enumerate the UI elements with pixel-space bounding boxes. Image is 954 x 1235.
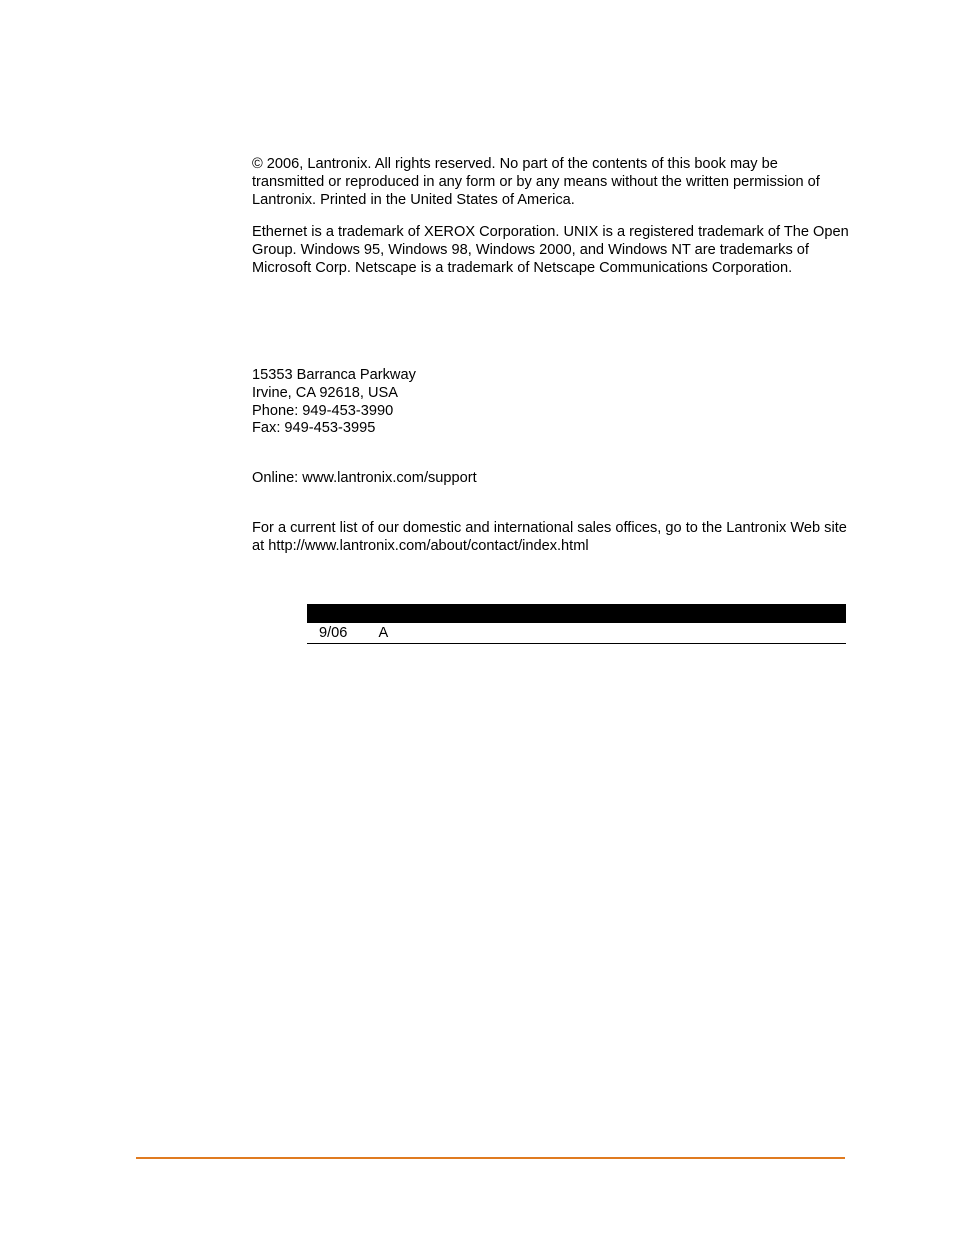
online-support-text: Online: www.lantronix.com/support	[252, 470, 477, 486]
table-row	[307, 623, 846, 644]
trademark-text: Ethernet is a trademark of XEROX Corporation. UNIX is a registered trademark of The Open Group. Windows 95, Windows 98, Windows 2000, and Windows NT are trademarks of Microsoft Corp. Netscape is a trademark of Netscape Communications Corporation.	[252, 224, 849, 276]
copyright-notice	[252, 156, 852, 209]
revision-comments	[402, 623, 847, 644]
address-phone: Phone: 949-453-3990	[252, 402, 394, 419]
header-cell-rev	[359, 604, 402, 623]
revision-table-header	[307, 604, 846, 623]
sales-offices	[252, 520, 852, 556]
header-cell-date	[307, 604, 359, 623]
address-street: 15353 Barranca Parkway	[252, 367, 416, 383]
header-cell-comments	[402, 604, 847, 623]
copyright-text: © 2006, Lantronix. All rights reserved. No part of the contents of this book may be transmitted or reproduced in any form or by any means without the written permission of Lantronix. Printed in the United States of America.	[252, 156, 820, 208]
revision-history-table	[307, 604, 846, 644]
sales-offices-text: For a current list of our domestic and international sales offices, go to the Lantronix Web site at http://www.lantronix.com/about/contact/index.html	[252, 520, 847, 554]
contact-address	[252, 367, 852, 438]
address-fax: Fax: 949-453-3995	[252, 420, 376, 437]
address-city: Irvine, CA 92618, USA	[252, 384, 399, 401]
trademark-notice	[252, 224, 852, 277]
online-support	[252, 470, 852, 488]
footer-divider	[136, 1157, 845, 1159]
revision-date: 9/06	[307, 623, 359, 644]
revision-letter: A	[359, 623, 402, 644]
